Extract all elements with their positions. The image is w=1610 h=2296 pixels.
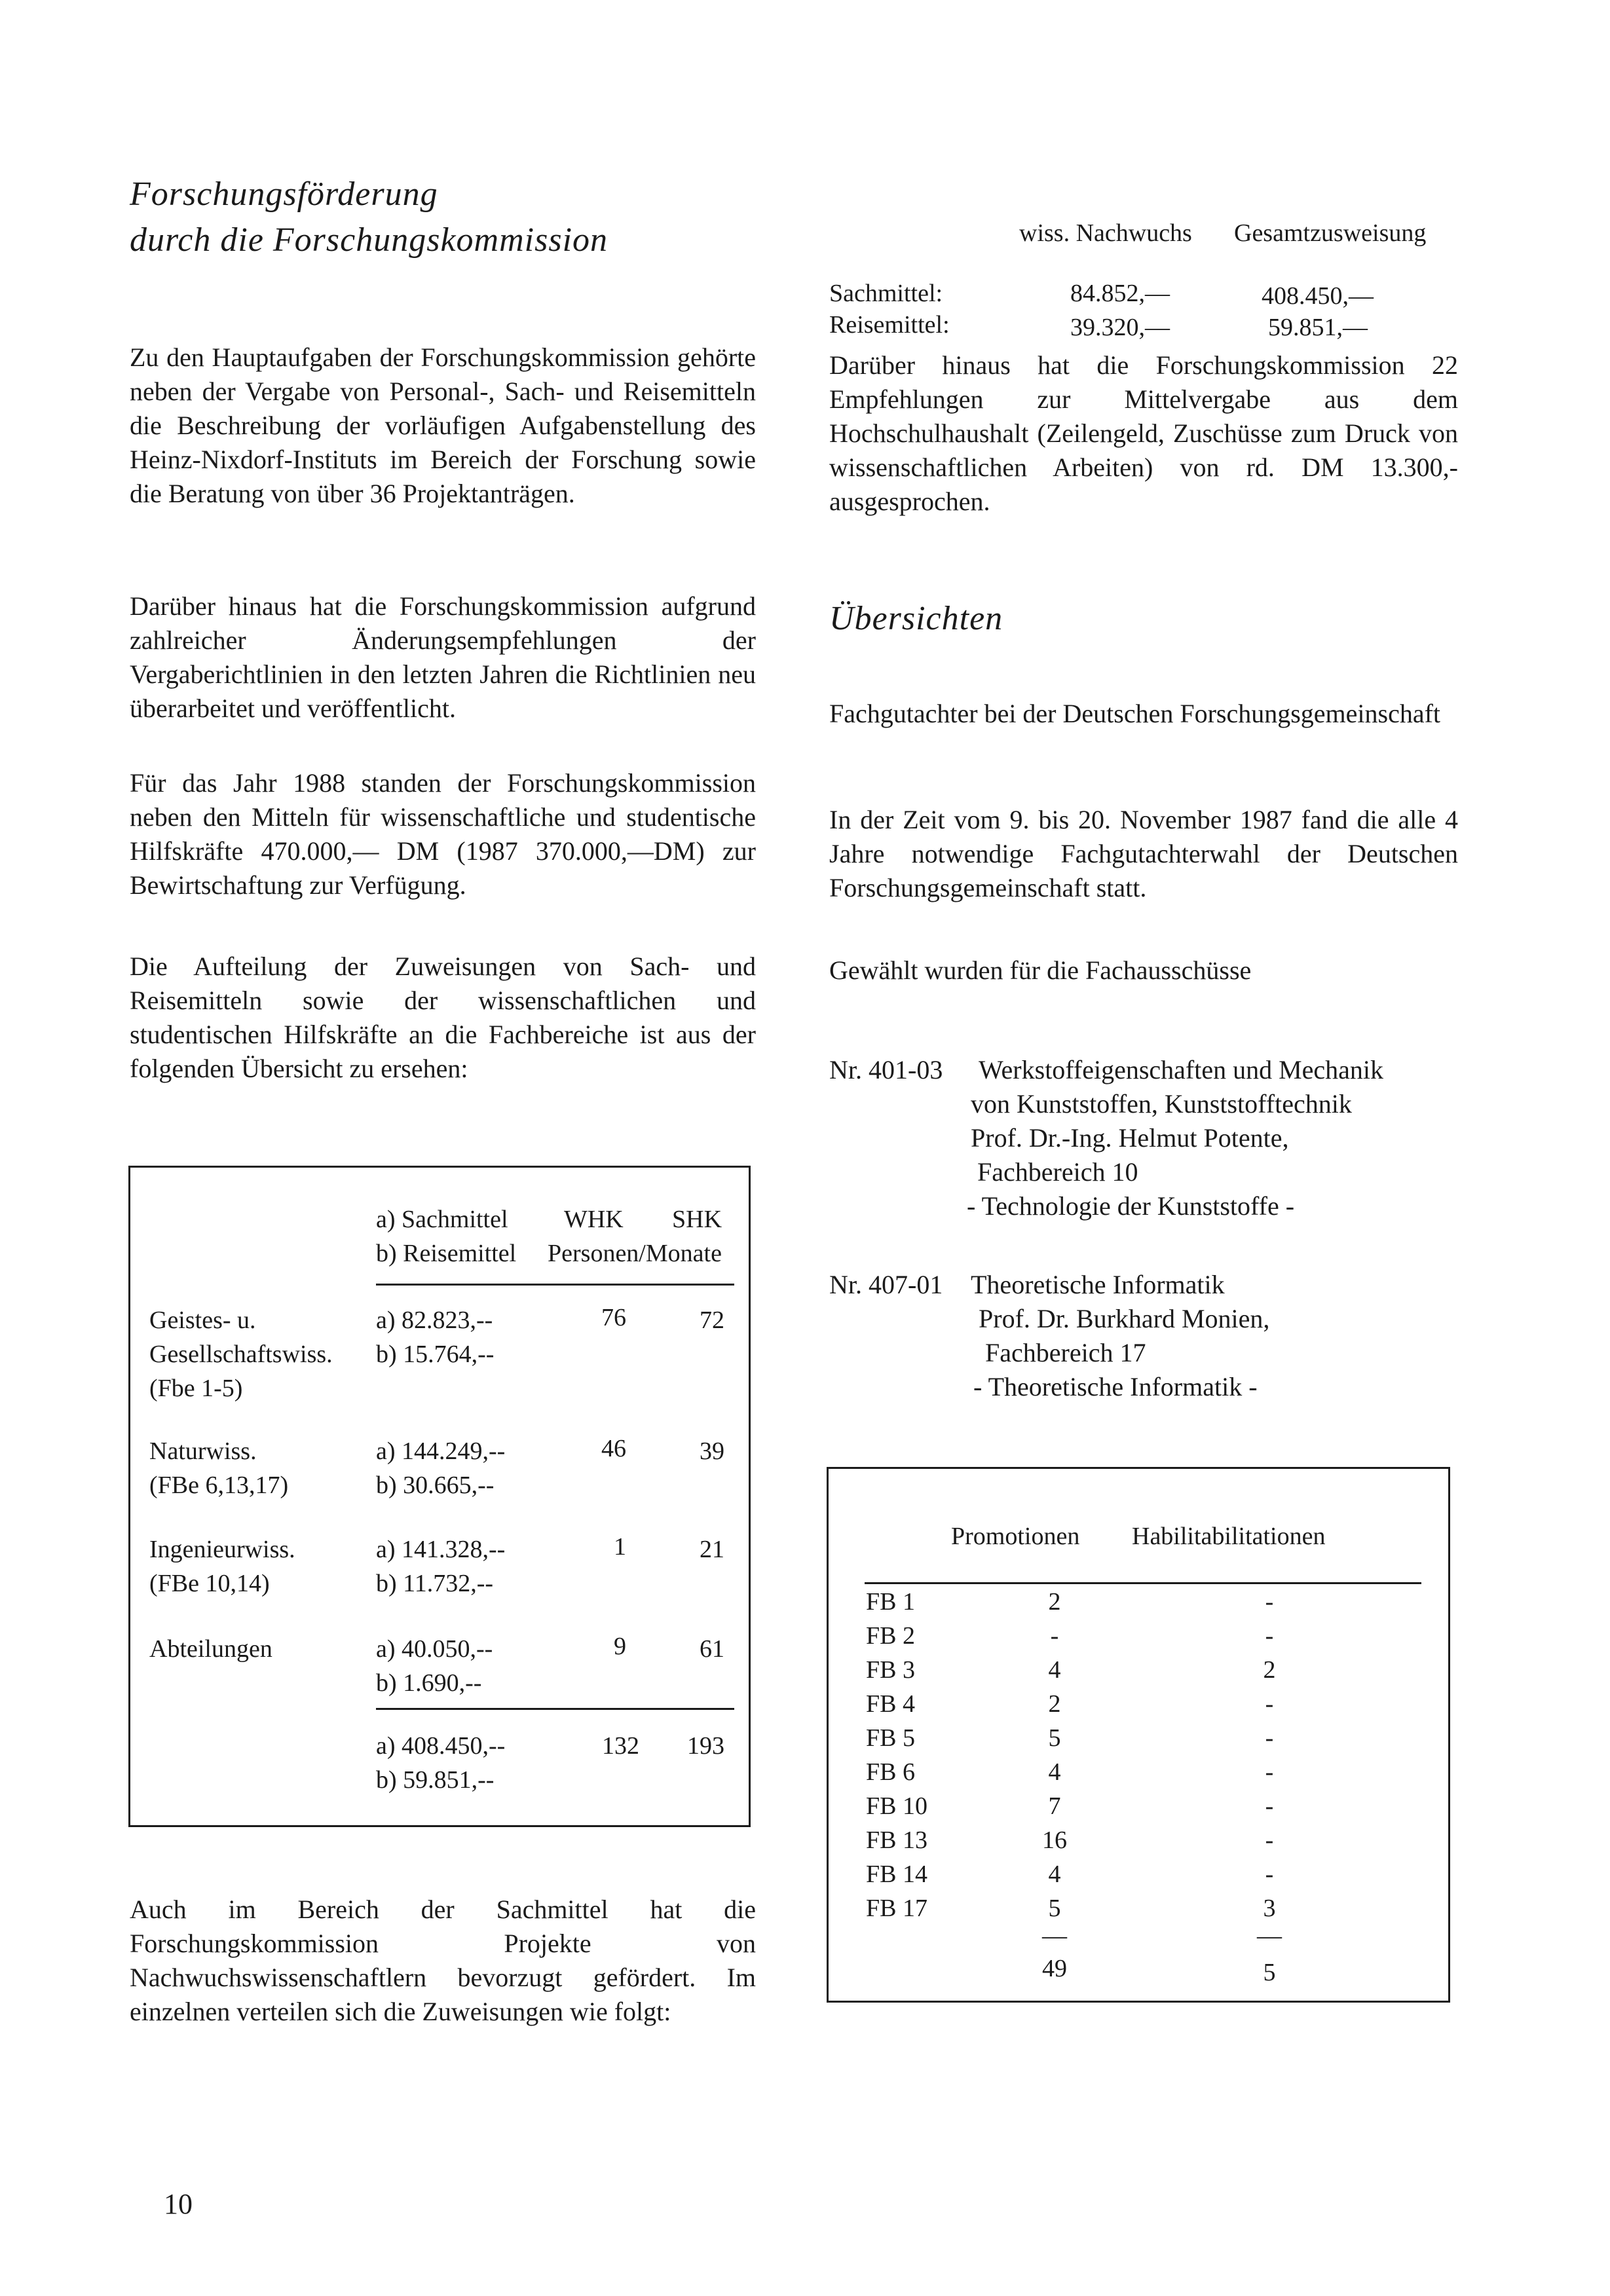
entry-fachbereich: Fachbereich 10	[977, 1157, 1138, 1187]
value-gesamt-reise: 59.851,—	[1268, 314, 1368, 341]
table-row: FB 2	[866, 1622, 915, 1650]
table-row: FB 13	[866, 1826, 927, 1854]
paragraph-text: Zu den Hauptaufgaben der Forschungskommission gehörte neben der Vergabe von Personal-, Sach- und Reisemitteln die Beschreibung der vorläufigen Aufgabenstellung des Heinz-Nixdorf-Instituts im Bereich der Forschung sowie die Beratung von über 36 Projektanträgen.	[130, 343, 756, 508]
total-reisemittel: b) 59.851,--	[376, 1766, 495, 1794]
header-promotionen: Promotionen	[951, 1523, 1080, 1550]
table-row: FB 6	[866, 1758, 915, 1786]
paragraph-text: Fachgutachter bei der Deutschen Forschungsgemeinschaft	[829, 699, 1441, 728]
header-reisemittel: b) Reisemittel	[376, 1240, 517, 1267]
sum-rule-habilitationen: —	[1257, 1922, 1282, 1950]
paragraph-richtlinien	[130, 589, 756, 726]
fb-column	[866, 1585, 927, 1925]
row-shk: 61	[700, 1635, 724, 1663]
entry-title: Werkstoffeigenschaften und Mechanik	[979, 1055, 1384, 1084]
total-divider	[376, 1708, 734, 1710]
entry-person: Prof. Dr. Burkhard Monien,	[979, 1304, 1270, 1333]
heading-line-1: Forschungsförderung	[130, 176, 438, 213]
row-label: Ingenieurwiss. (FBe 10,14)	[149, 1536, 295, 1597]
total-promotionen: 49	[1042, 1955, 1067, 1982]
paragraph-empfehlungen	[829, 348, 1458, 519]
promotion-table-content	[827, 1467, 1450, 2003]
paragraph-text: Die Aufteilung der Zuweisungen von Sach- und Reisemitteln sowie der wissenschaftlichen und studentischen Hilfskräfte an die Fachbereiche ist aus der folgenden Übersicht zu ersehen:	[130, 952, 756, 1083]
entry-field: - Technologie der Kunststoffe -	[967, 1191, 1295, 1221]
row-sachmittel: a) 40.050,--	[376, 1635, 493, 1663]
paragraph-gewaehlt	[829, 954, 1458, 988]
row-whk: 1	[614, 1533, 626, 1561]
paragraph-nachwuchs	[130, 1893, 756, 2029]
header-unit: Personen/Monate	[548, 1240, 722, 1267]
row-reisemittel: b) 1.690,--	[376, 1669, 482, 1697]
section-heading-forschungsfoerderung	[130, 172, 719, 263]
header-habilitationen: Habilitabilitationen	[1132, 1523, 1326, 1550]
heading-line-2: durch die Forschungskommission	[130, 221, 608, 259]
header-sachmittel: a) Sachmittel	[376, 1206, 508, 1233]
table-row: FB 3	[866, 1656, 915, 1684]
row-shk: 72	[700, 1306, 724, 1334]
header-divider	[376, 1284, 734, 1286]
table-row: FB 4	[866, 1690, 915, 1718]
value-nachwuchs-sach: 84.852,—	[1070, 280, 1170, 307]
entry-number: Nr. 407-01	[829, 1270, 943, 1299]
row-whk: 76	[601, 1304, 626, 1331]
subheading-fachgutachter	[829, 697, 1458, 731]
row-sachmittel: a) 82.823,--	[376, 1306, 493, 1334]
value-nachwuchs-reise: 39.320,—	[1070, 314, 1170, 341]
row-shk: 39	[700, 1437, 724, 1465]
table-row: FB 5	[866, 1724, 915, 1752]
nachwuchs-table	[829, 210, 1458, 341]
paragraph-text: Darüber hinaus hat die Forschungskommission 22 Empfehlungen zur Mittelvergabe aus dem Hochschulhaushalt (Zeilengeld, Zuschüsse zum Druck von wissenschaftlichen Arbeiten) von rd. DM 13.300,- ausgesprochen.	[829, 350, 1458, 516]
row-label: Naturwiss. (FBe 6,13,17)	[149, 1437, 289, 1499]
entry-field: - Theoretische Informatik -	[973, 1372, 1258, 1401]
row-reisemittel: b) 30.665,--	[376, 1472, 495, 1499]
column-nachwuchs: wiss. Nachwuchs	[1019, 219, 1192, 247]
paragraph-text: Für das Jahr 1988 standen der Forschungskommission neben den Mitteln für wissenschaftliche und studentische Hilfskräfte 470.000,— DM (1987 370.000,—DM) zur Bewirtschaftung zur Verfügung.	[130, 768, 756, 900]
allocation-table-content	[128, 1166, 751, 1827]
entry-number: Nr. 401-03	[829, 1055, 943, 1084]
row-sachmittel: a) 141.328,--	[376, 1536, 506, 1563]
entry-person: Prof. Dr.-Ing. Helmut Potente,	[971, 1123, 1289, 1153]
row-whk: 46	[601, 1435, 626, 1462]
row-shk: 21	[700, 1536, 724, 1563]
row-label: Abteilungen	[149, 1635, 272, 1663]
total-whk: 132	[602, 1732, 639, 1760]
paragraph-text: Auch im Bereich der Sachmittel hat die Forschungskommission Projekte von Nachwuchswissenschaftlern bevorzugt gefördert. Im einzelnen verteilen sich die Zuweisungen wie folgt:	[130, 1895, 756, 2026]
column-gesamt: Gesamtzusweisung	[1234, 219, 1427, 247]
paragraph-aufteilung	[130, 950, 756, 1086]
label-sachmittel: Sachmittel:	[829, 280, 943, 307]
table-row: FB 10	[866, 1792, 927, 1820]
entry-title: von Kunststoffen, Kunststofftechnik	[971, 1089, 1352, 1119]
section-heading-uebersichten: Übersichten	[829, 600, 1003, 637]
row-reisemittel: b) 11.732,--	[376, 1570, 494, 1597]
habilitationen-column: - - 2 - - - - - - 3	[1263, 1588, 1276, 1922]
promotionen-column: 2 - 4 2 5 4 7 16 4 5	[1042, 1588, 1067, 1922]
paragraph-fachgutachterwahl	[829, 803, 1458, 905]
entry-fachbereich: Fachbereich 17	[985, 1338, 1146, 1367]
table-row: FB 14	[866, 1861, 927, 1888]
total-sachmittel: a) 408.450,--	[376, 1732, 506, 1760]
row-sachmittel: a) 144.249,--	[376, 1437, 506, 1465]
paragraph-text: Gewählt wurden für die Fachausschüsse	[829, 955, 1252, 985]
row-reisemittel: b) 15.764,--	[376, 1341, 495, 1368]
entry-title: Theoretische Informatik	[971, 1270, 1225, 1299]
header-shk: SHK	[672, 1206, 722, 1233]
value-gesamt-sach: 408.450,—	[1262, 282, 1374, 310]
label-reisemittel: Reisemittel:	[829, 311, 950, 339]
header-whk: WHK	[564, 1206, 624, 1233]
row-label: Geistes- u. Gesellschaftswiss. (Fbe 1-5)	[149, 1306, 333, 1402]
total-habilitationen: 5	[1263, 1959, 1276, 1986]
paragraph-mittel-1988	[130, 766, 756, 902]
table-row: FB 17	[866, 1895, 927, 1922]
paragraph-text: Darüber hinaus hat die Forschungskommission aufgrund zahlreicher Änderungsempfehlungen der Vergaberichtlinien in den letzten Jahren die Richtlinien neu überarbeitet und veröffentlicht.	[130, 591, 756, 723]
total-shk: 193	[687, 1732, 724, 1760]
header-divider	[865, 1582, 1421, 1584]
table-row: FB 1	[866, 1588, 915, 1616]
page-number: 10	[164, 2188, 193, 2220]
paragraph-hauptaufgaben	[130, 341, 756, 511]
row-whk: 9	[614, 1633, 626, 1660]
paragraph-text: In der Zeit vom 9. bis 20. November 1987 fand die alle 4 Jahre notwendige Fachgutachterwahl der Deutschen Forschungsgemeinschaft statt.	[829, 805, 1458, 902]
sum-rule-promotionen: —	[1042, 1922, 1067, 1950]
